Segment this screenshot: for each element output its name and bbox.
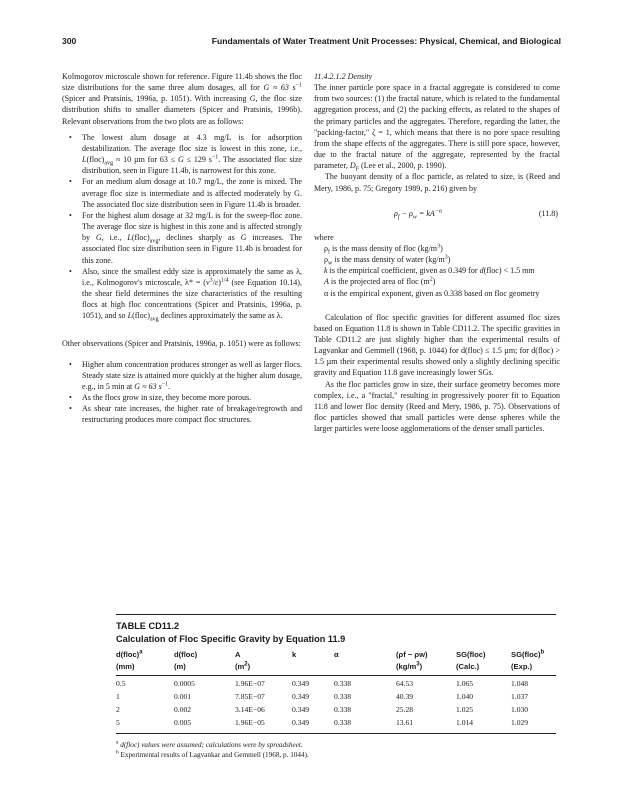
list-item: • As shear rate increases, the higher rate of breakage/regrowth and restructuring produces more compact floc structures. bbox=[69, 404, 302, 425]
table-cell: 40.39 bbox=[396, 692, 414, 701]
list-item: • Higher alum concentration produces stronger as well as larger flocs. Steady state size is attained more quickly at the higher alum dosage, e.g., in 5 min at G ≈ 63 $s^{-1}$. bbox=[69, 359, 302, 391]
running-title: Fundamentals of Water Treatment Unit Processes: Physical, Chemical, and Biological bbox=[211, 36, 561, 46]
table-cell: 1.014 bbox=[456, 715, 511, 734]
column-unit: (mm) bbox=[116, 661, 174, 676]
table-cell: 0.349 bbox=[292, 679, 310, 688]
observation-list-1 bbox=[62, 132, 302, 322]
variable-definitions bbox=[314, 243, 560, 299]
page-number: 300 bbox=[62, 36, 77, 46]
table-cell: 13.61 bbox=[396, 715, 456, 734]
column-unit: $(m^2)$ bbox=[235, 661, 292, 676]
column-unit: $(kg/m^3)$ bbox=[396, 661, 456, 676]
table-cell: 0.338 bbox=[334, 705, 352, 714]
density-paragraph: The inner particle pore space in a fractal aggregate is considered to come from two sources: (1) the fractal nature, which is related to the fundamental aggregation process, and (2) the packing effects, as related to the shapes of the primary particles and the aggregates. Therefore, regarding the latter, the "packing-factor," ζ = 1, which means that there is no pore space resulting from the shape effects of the aggregates. There is still pore space, however, due to the fractal nature of the aggregate, represented by the fractal parameter, $D_F$ (Lee et al., 2000, p. 1990). bbox=[314, 83, 560, 173]
equation-11-8 bbox=[314, 202, 560, 226]
table-row bbox=[116, 676, 556, 690]
table-cell: 0.349 bbox=[292, 692, 310, 701]
table-header bbox=[116, 649, 556, 676]
observation-list-2 bbox=[62, 359, 302, 426]
table-cell: 1.025 bbox=[456, 705, 474, 714]
table-cell: 1.96E−05 bbox=[235, 715, 292, 734]
table-cell: 1.037 bbox=[511, 692, 529, 701]
column-header: d(floc)$^a$ bbox=[116, 649, 143, 659]
table-cell: 5 bbox=[116, 715, 174, 734]
table-cell: 25.28 bbox=[396, 705, 414, 714]
table-caption: Calculation of Floc Specific Gravity by Equation 11.9 bbox=[116, 634, 346, 644]
table-cell: 0.338 bbox=[334, 679, 352, 688]
table-row bbox=[116, 702, 556, 715]
table-cell: 0.349 bbox=[292, 705, 310, 714]
column-header: k bbox=[292, 650, 297, 659]
table-row bbox=[116, 689, 556, 702]
definition-item: A is the projected area of floc $(m^2)$ bbox=[324, 276, 436, 287]
buoyant-paragraph: The buoyant density of a floc particle, as related to size, is (Reed and Mery, 1986, p. 75; Gregory 1989, p. 216) given by bbox=[314, 172, 560, 193]
table-cd11-2 bbox=[116, 614, 556, 760]
definition-item: k is the empirical coefficient, given as 0.349 for d(floc) < 1.5 mm bbox=[324, 266, 535, 276]
column-header: α bbox=[334, 650, 339, 659]
footnote-a: $^a$ d(floc) values were assumed; calculations were by spreadsheet. bbox=[116, 739, 303, 749]
table-cell: 0.338 bbox=[334, 715, 396, 734]
section-heading: 11.4.2.1.2 Density bbox=[314, 72, 373, 81]
table-body bbox=[116, 676, 556, 734]
table-cell: 1.96E−07 bbox=[235, 679, 265, 688]
list-item: • The lowest alum dosage at 4.3 mg/L is for adsorption destabilization. The average floc size is lowest in this zone, i.e., $L(floc)_{avg} \approx 10$ µm for 63 ≤ G ≤ 129 $s^{-1}$. The associated floc size distribution, seen in Figure 11.4b, is narrowest for this zone. bbox=[69, 132, 302, 176]
column-header: SG(floc)$^b$ bbox=[511, 649, 545, 659]
column-unit: (m) bbox=[174, 661, 235, 676]
column-unit: (Calc.) bbox=[456, 661, 511, 676]
where-label: where bbox=[314, 232, 334, 242]
list-item: • For an medium alum dosage at 10.7 mg/L, the zone is mixed. The average floc size is intermediate and is affected moderately by G. The associated floc size distribution seen in Figure 11.4b is broader. bbox=[69, 177, 302, 209]
table-cell: 0.0005 bbox=[174, 679, 195, 688]
list-item: • As the flocs grow in size, they become more porous. bbox=[69, 393, 252, 403]
table-cell: 1.030 bbox=[511, 705, 529, 714]
table-cell: 0.338 bbox=[334, 692, 352, 701]
column-header: A bbox=[235, 650, 241, 659]
table-cell: 1.048 bbox=[511, 679, 529, 688]
other-observations-paragraph: Other observations (Spicer and Pratsinis, 1996a, p. 1051) were as follows: bbox=[62, 339, 301, 349]
fractal-paragraph: As the floc particles grow in size, their surface geometry becomes more complex, i.e., a "fractal," resulting in progressively poorer fit to Equation 11.8 and lower floc density (Reed and Mery, 1986, p. 75). Observations of floc particles showed that small particles were dense spheres while the larger particles were loose agglomerations of the denser small particles. bbox=[314, 379, 560, 434]
intro-paragraph: Kolmogorov microscale shown for reference. Figure 11.4b shows the floc size distributions for the same three alum dosages, all for G ≈ 63 $s^{-1}$ (Spicer and Pratsinis, 1996a, p. 1051). With increasing G, the floc size distribution shifts to smaller diameters (Spicer and Pratsinis, 1996b). Relevant observations from the two plots are as follows: bbox=[62, 72, 302, 126]
definition-item: $\rho_w$ is the mass density of water $(kg/m^3)$ bbox=[324, 254, 451, 267]
column-header: (ρf − ρw) bbox=[396, 650, 428, 659]
table-cell: 1.040 bbox=[456, 692, 474, 701]
table-cell: 0.002 bbox=[174, 705, 192, 714]
column-header: d(floc) bbox=[174, 650, 198, 659]
equation-expression: $\rho_f - \rho_w = kA^{-\alpha}$ bbox=[394, 208, 443, 221]
table-cell: 0.5 bbox=[116, 679, 126, 688]
floc-gravity-table bbox=[116, 649, 556, 734]
table-cell: 1 bbox=[116, 692, 120, 701]
table-cell: 0.349 bbox=[292, 715, 334, 734]
definition-item: α is the empirical exponent, given as 0.338 based on floc geometry bbox=[324, 288, 540, 298]
table-cell: 1.029 bbox=[511, 715, 556, 734]
table-cell: 7.85E−07 bbox=[235, 692, 265, 701]
table-cell: 0.005 bbox=[174, 715, 235, 734]
table-cell: 0.001 bbox=[174, 692, 192, 701]
left-column bbox=[62, 71, 302, 426]
column-header: SG(floc) bbox=[456, 650, 486, 659]
running-header bbox=[62, 36, 561, 50]
column-unit bbox=[334, 661, 396, 676]
column-unit: (Exp.) bbox=[511, 661, 556, 676]
equation-number: (11.8) bbox=[538, 208, 558, 218]
table-cell: 2 bbox=[116, 705, 120, 714]
right-column bbox=[314, 71, 560, 434]
table-cell: 1.065 bbox=[456, 679, 474, 688]
table-cell: 64.53 bbox=[396, 679, 414, 688]
calculation-paragraph: Calculation of floc specific gravities for different assumed floc sizes based on Equation 11.8 is shown in Table CD11.2. The specific gravities in Table CD11.2 are just slightly higher than the experimental results of Lagvankar and Gemmell (1968, p. 1044) for d(floc) ≤ 1.5 µm; for d(floc) > 1.5 µm their experimental results showed only a slightly declining specific gravity and Equation 11.8 gave increasingly lower SGs. bbox=[314, 312, 560, 378]
list-item: • Also, since the smallest eddy size is approximately the same as λ, i.e., Kolmogorov's microscale, $\lambda* = (\nu^3/\varepsilon)^{1/4}$ (see Equation 10.14), the shear field determines the size characteristics of the resulting flocs at high floc concentrations (Spicer and Pratsinis, 1996a, p. 1051), and so $L(floc)_{avg}$ declines approximately the same as λ. bbox=[69, 266, 302, 323]
column-unit bbox=[292, 661, 334, 676]
footnote-b: $^b$ Experimental results of Lagvankar and Gemmell (1968, p. 1044). bbox=[116, 749, 309, 759]
table-cell: 3.14E−06 bbox=[235, 705, 265, 714]
table-row bbox=[116, 715, 556, 734]
table-number: TABLE CD11.2 bbox=[116, 621, 180, 631]
definition-item: $\rho_f$ is the mass density of floc $(kg/m^3)$ bbox=[324, 243, 443, 256]
table-footnotes bbox=[116, 740, 556, 760]
list-item: • For the highest alum dosage at 32 mg/L is for the sweep-floc zone. The average floc size is highest in this zone and is affected strongly by G, i.e., $L(floc)_{avg}$, declines sharply as G increases. The associated floc size distribution seen in Figure 11.4b is broadest for this zone. bbox=[69, 210, 302, 265]
